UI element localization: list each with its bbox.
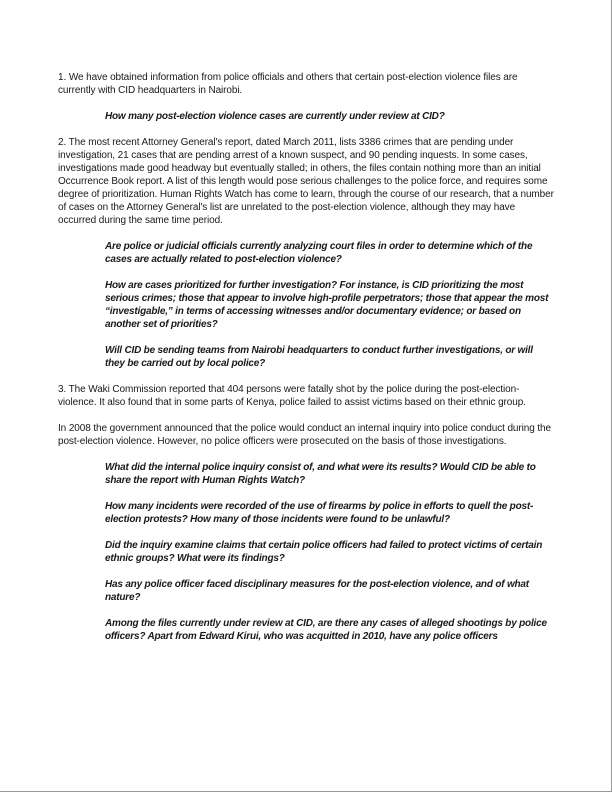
question-text: How many post-election violence cases are currently under review at CID? xyxy=(105,111,445,122)
body-paragraph: In 2008 the government announced that the police would conduct an internal inquiry into police conduct during the post-election violence. However, no police officers were prosecuted on the basis of those investigations. xyxy=(58,423,551,447)
page-content xyxy=(58,71,555,656)
body-paragraph: 2. The most recent Attorney General's report, dated March 2011, lists 3386 crimes that are pending under investigation, 21 cases that are pending arrest of a known suspect, and 90 pending inquests. In some cases, investigations made good headway but eventually stalled; in others, the files contain nothing more than an initial Occurrence Book report. A list of this length would pose serious challenges to the police force, and requires some degree of prioritization. Human Rights Watch has come to learn, through the course of our research, that a number of cases on the Attorney General's list are unrelated to the post-election violence, although they may have occurred during the same time period. xyxy=(58,137,554,226)
question-text: What did the internal police inquiry consist of, and what were its results? Would CID be able to share the report with Human Rights Watch? xyxy=(105,462,536,486)
question-text: Has any police officer faced disciplinary measures for the post-election violence, and of what nature? xyxy=(105,579,529,603)
question-text: How are cases prioritized for further investigation? For instance, is CID prioritizing the most serious crimes; those that appear to involve high-profile perpetrators; those that appear the most “investigable,” in terms of accessing witnesses and/or documentary evidence; or based on another set of priorities? xyxy=(105,280,549,330)
question-text: Are police or judicial officials currently analyzing court files in order to determine which of the cases are actually related to post-election violence? xyxy=(105,241,533,265)
body-paragraph: 1. We have obtained information from police officials and others that certain post-election violence files are currently with CID headquarters in Nairobi. xyxy=(58,72,518,96)
question-text: Did the inquiry examine claims that certain police officers had failed to protect victims of certain ethnic groups? What were its findings? xyxy=(105,540,543,564)
body-paragraph: 3. The Waki Commission reported that 404 persons were fatally shot by the police during the post-election-violence. It also found that in some parts of Kenya, police failed to assist victims based on their ethnic group. xyxy=(58,384,526,408)
question-text: Among the files currently under review at CID, are there any cases of alleged shootings by police officers? Apart from Edward Kirui, who was acquitted in 2010, have any police officers xyxy=(105,618,547,642)
question-text: Will CID be sending teams from Nairobi headquarters to conduct further investigations, or will they be carried out by local police? xyxy=(105,345,533,369)
question-text: How many incidents were recorded of the use of firearms by police in efforts to quell the post-election protests? How many of those incidents were found to be unlawful? xyxy=(105,501,534,525)
